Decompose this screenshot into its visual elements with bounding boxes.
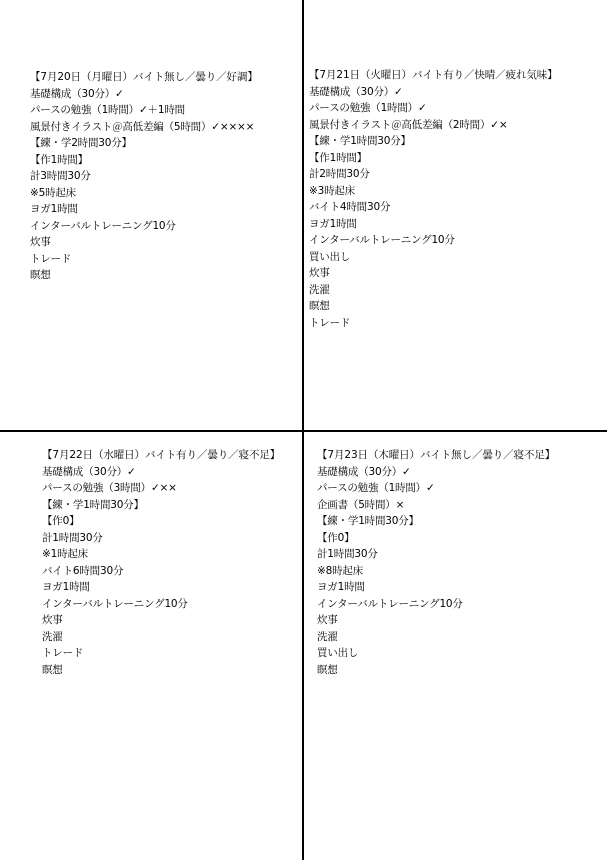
entry-line: 瞑想 <box>30 269 51 281</box>
entry-line: インターバルトレーニング10分 <box>30 219 176 232</box>
entry-line: ※3時起床 <box>309 184 355 197</box>
entry-line: 炊事 <box>309 267 330 279</box>
entry-line: バイト4時間30分 <box>309 201 391 213</box>
entry-line: パースの勉強（1時間）✓ <box>309 102 427 114</box>
entry-line: 【練・学2時間30分】 <box>30 137 132 149</box>
horizontal-divider <box>0 430 607 432</box>
entry-line: 基礎構成（30分）✓ <box>30 87 124 100</box>
journal-entry-jul-22 <box>42 447 280 678</box>
entry-line: パースの勉強（1時間）✓＋1時間 <box>30 104 185 116</box>
entry-line: ヨガ1時間 <box>30 203 78 215</box>
entry-line: インターバルトレーニング10分 <box>317 597 463 610</box>
entry-line: 洗濯 <box>317 630 338 643</box>
entry-line: 基礎構成（30分）✓ <box>309 85 403 98</box>
entry-line: 炊事 <box>42 614 63 626</box>
entry-line: 炊事 <box>30 236 51 248</box>
entry-line: ※5時起床 <box>30 186 76 199</box>
journal-entry-jul-23 <box>317 447 555 678</box>
entry-line: トレード <box>30 252 72 265</box>
entry-header: 【7月22日（水曜日）バイト有り／曇り／寝不足】 <box>42 449 281 461</box>
entry-line: 洗濯 <box>42 630 63 643</box>
entry-line: 買い出し <box>317 647 359 659</box>
entry-line: トレード <box>42 647 84 659</box>
entry-header: 【7月20日（月曜日）バイト無し／曇り／好調】 <box>30 71 258 83</box>
entry-line: 【作1時間】 <box>30 153 88 166</box>
entry-line: パースの勉強（1時間）✓ <box>317 482 435 494</box>
entry-line: 【作0】 <box>42 515 80 527</box>
entry-line: 風景付きイラスト＠高低差編（5時間）✓×××× <box>30 120 255 133</box>
entry-line: 計3時間30分 <box>30 170 91 182</box>
entry-line: 【練・学1時間30分】 <box>309 135 411 147</box>
entry-header: 【7月23日（木曜日）バイト無し／曇り／寝不足】 <box>317 449 556 461</box>
entry-line: 瞑想 <box>309 300 330 312</box>
entry-line: 瞑想 <box>42 663 63 676</box>
entry-line: 風景付きイラスト＠高低差編（2時間）✓× <box>309 118 508 131</box>
entry-line: バイト6時間30分 <box>42 564 124 577</box>
entry-line: パースの勉強（3時間）✓×× <box>42 482 177 494</box>
entry-line: 【練・学1時間30分】 <box>317 515 419 527</box>
entry-line: 買い出し <box>309 250 351 263</box>
entry-line: 計1時間30分 <box>317 548 378 560</box>
journal-entry-jul-20 <box>30 69 258 284</box>
entry-header: 【7月21日（火曜日）バイト有り／快晴／疲れ気味】 <box>309 69 558 81</box>
entry-line: ※1時起床 <box>42 548 88 560</box>
entry-line: 炊事 <box>317 614 338 626</box>
entry-line: 企画書（5時間）× <box>317 498 405 511</box>
entry-line: 【作0】 <box>317 531 355 544</box>
entry-line: 【作1時間】 <box>309 151 367 164</box>
entry-line: ヨガ1時間 <box>317 581 365 593</box>
entry-line: 計1時間30分 <box>42 531 103 544</box>
entry-line: 計2時間30分 <box>309 168 370 180</box>
entry-line: ヨガ1時間 <box>309 217 357 230</box>
entry-line: 瞑想 <box>317 663 338 676</box>
journal-entry-jul-21 <box>309 67 558 331</box>
entry-line: ヨガ1時間 <box>42 581 90 593</box>
entry-line: 洗濯 <box>309 283 330 296</box>
entry-line: インターバルトレーニング10分 <box>309 234 455 246</box>
entry-line: インターバルトレーニング10分 <box>42 597 188 610</box>
entry-line: 基礎構成（30分）✓ <box>42 465 136 478</box>
entry-line: 基礎構成（30分）✓ <box>317 465 411 478</box>
entry-line: トレード <box>309 316 351 329</box>
entry-line: 【練・学1時間30分】 <box>42 498 144 511</box>
entry-line: ※8時起床 <box>317 564 363 577</box>
